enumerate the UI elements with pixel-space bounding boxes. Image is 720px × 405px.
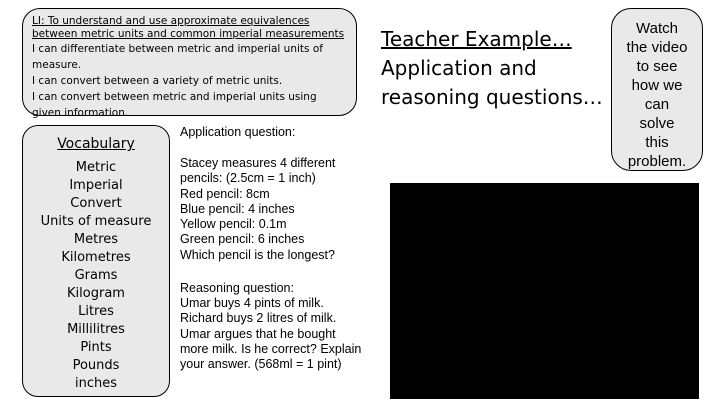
- vocab-word: Grams: [74, 268, 118, 283]
- question-line: your answer. (568ml = 1 pint): [180, 357, 342, 372]
- watch-line: solve: [639, 115, 675, 132]
- application-heading: Application question:: [180, 125, 296, 139]
- reasoning-heading: Reasoning question:: [180, 281, 294, 295]
- success-criterion: I can differentiate between metric and imperial units of measure.: [32, 43, 323, 71]
- watch-line: the video: [626, 39, 688, 56]
- vocab-word: Metric: [75, 160, 117, 175]
- watch-line: this: [645, 134, 669, 151]
- vocab-word: Pounds: [72, 358, 120, 373]
- learning-intention: LI: To understand and use approximate equivalences between metric units and common imperial measurements: [32, 15, 345, 40]
- vocab-word: Imperial: [69, 178, 123, 193]
- vocab-word: Units of measure: [40, 214, 152, 229]
- vocab-word: inches: [74, 376, 117, 391]
- reasoning-question: [180, 296, 376, 372]
- application-question: [180, 156, 380, 263]
- watch-line: to see: [636, 58, 678, 75]
- vocab-word: Convert: [70, 196, 122, 211]
- teacher-example-title: Teacher Example…: [381, 27, 572, 51]
- vocabulary-box: [22, 125, 170, 397]
- question-line: Umar argues that he bought: [180, 326, 336, 341]
- vocab-word: Pints: [80, 340, 112, 355]
- question-line: Green pencil: 6 inches: [180, 232, 305, 247]
- question-line: Umar buys 4 pints of milk.: [180, 296, 324, 310]
- vocab-word: Litres: [78, 304, 114, 319]
- teacher-example-subtitle: reasoning questions…: [381, 85, 603, 109]
- watch-line: can: [644, 96, 670, 113]
- watch-video-box: [611, 8, 703, 171]
- question-line: Blue pencil: 4 inches: [180, 201, 295, 216]
- question-line: Yellow pencil: 0.1m: [180, 217, 287, 232]
- question-line: Which pencil is the longest?: [180, 247, 335, 262]
- success-criterion: I can convert between a variety of metric units.: [32, 75, 283, 87]
- success-criterion: I can convert between metric and imperial units using given information.: [32, 91, 317, 119]
- watch-line: Watch: [636, 20, 678, 37]
- vocab-word: Kilometres: [61, 250, 131, 265]
- vocab-word: Metres: [73, 232, 119, 247]
- question-line: Richard buys 2 litres of milk.: [180, 311, 337, 326]
- vocab-word: Millilitres: [67, 322, 125, 337]
- watch-line: problem.: [627, 153, 687, 170]
- question-line: Red pencil: 8cm: [180, 186, 270, 201]
- vocabulary-title: Vocabulary: [57, 136, 135, 152]
- video-player[interactable]: [390, 183, 699, 399]
- vocab-word: Kilogram: [67, 286, 125, 301]
- question-line: pencils: (2.5cm = 1 inch): [180, 171, 316, 186]
- watch-line: how we: [631, 77, 683, 94]
- teacher-example-subtitle: Application and: [381, 56, 537, 80]
- question-line: more milk. Is he correct? Explain: [180, 341, 362, 356]
- teacher-example: [381, 25, 603, 112]
- question-line: Stacey measures 4 different: [180, 156, 336, 170]
- learning-objectives-box: [22, 8, 357, 119]
